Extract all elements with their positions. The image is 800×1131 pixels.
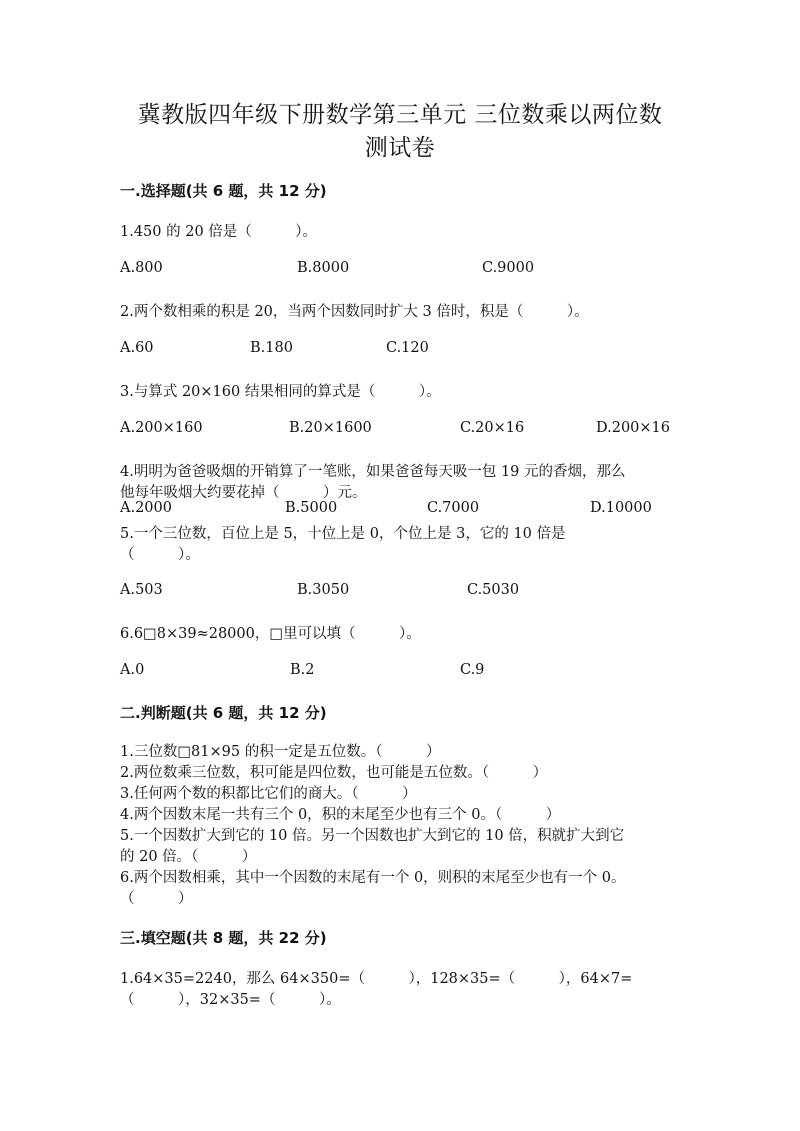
choice-question-5-line2: （ ）。 bbox=[120, 547, 200, 563]
doc-title-line1: 冀教版四年级下册数学第三单元 三位数乘以两位数 bbox=[137, 102, 663, 128]
choice-3-option-c: C.20×16 bbox=[460, 420, 525, 436]
judge-line-5b: 的 20 倍。（ ） bbox=[120, 849, 257, 865]
choice-question-2: 2.两个数相乘的积是 20，当两个因数同时扩大 3 倍时，积是（ ）。 bbox=[120, 304, 589, 320]
choice-2-option-b: B.180 bbox=[250, 340, 293, 356]
fill-line-1b: （ ），32×35=（ ）。 bbox=[120, 992, 341, 1008]
choice-2-option-a: A.60 bbox=[120, 340, 154, 356]
choice-3-option-b: B.20×1600 bbox=[289, 420, 372, 436]
choice-5-option-c: C.5030 bbox=[467, 582, 520, 598]
judge-line-5a: 5.一个因数扩大到它的 10 倍。另一个因数也扩大到它的 10 倍，积就扩大到它 bbox=[120, 828, 625, 844]
judge-line-3: 3.任何两个数的积都比它们的商大。（ ） bbox=[120, 786, 417, 802]
choice-6-option-c: C.9 bbox=[460, 662, 485, 678]
judge-line-6b: （ ） bbox=[120, 891, 193, 907]
choice-4-option-d: D.10000 bbox=[590, 500, 652, 516]
choice-2-option-c: C.120 bbox=[386, 340, 429, 356]
choice-question-3: 3.与算式 20×160 结果相同的算式是（ ）。 bbox=[120, 384, 441, 400]
section-heading-fill: 三.填空题(共 8 题，共 22 分) bbox=[120, 929, 327, 947]
section-heading-judge: 二.判断题(共 6 题，共 12 分) bbox=[120, 704, 327, 722]
choice-6-option-b: B.2 bbox=[290, 662, 315, 678]
choice-question-4-line2: 他每年吸烟大约要花掉（ ）元。 bbox=[120, 485, 367, 501]
fill-line-1a: 1.64×35=2240，那么 64×350=（ ），128×35=（ ），64×7= bbox=[120, 971, 633, 987]
choice-1-option-a: A.800 bbox=[120, 260, 163, 276]
choice-4-option-c: C.7000 bbox=[427, 500, 480, 516]
choice-3-option-a: A.200×160 bbox=[120, 420, 203, 436]
choice-question-4-line1: 4.明明为爸爸吸烟的开销算了一笔账，如果爸爸每天吸一包 19 元的香烟，那么 bbox=[120, 464, 626, 480]
judge-line-4: 4.两个因数末尾一共有三个 0，积的末尾至少也有三个 0。（ ） bbox=[120, 807, 561, 823]
choice-6-option-a: A.0 bbox=[120, 662, 145, 678]
choice-4-option-b: B.5000 bbox=[285, 500, 338, 516]
choice-question-1: 1.450 的 20 倍是（ ）。 bbox=[120, 224, 318, 240]
judge-line-2: 2.两位数乘三位数，积可能是四位数，也可能是五位数。（ ） bbox=[120, 765, 548, 781]
choice-4-option-a: A.2000 bbox=[120, 500, 172, 516]
section-heading-choice: 一.选择题(共 6 题，共 12 分) bbox=[120, 182, 327, 200]
choice-question-5-line1: 5.一个三位数，百位上是 5，十位上是 0，个位上是 3，它的 10 倍是 bbox=[120, 526, 566, 542]
doc-title-line2: 测试卷 bbox=[364, 135, 436, 161]
choice-5-option-b: B.3050 bbox=[297, 582, 350, 598]
choice-question-6: 6.6□8×39≈28000，□里可以填（ ）。 bbox=[120, 626, 421, 642]
judge-line-6a: 6.两个因数相乘，其中一个因数的末尾有一个 0，则积的末尾至少也有一个 0。 bbox=[120, 870, 626, 886]
choice-5-option-a: A.503 bbox=[120, 582, 163, 598]
choice-3-option-d: D.200×16 bbox=[596, 420, 670, 436]
choice-1-option-b: B.8000 bbox=[297, 260, 350, 276]
choice-1-option-c: C.9000 bbox=[482, 260, 535, 276]
judge-line-1: 1.三位数□81×95 的积一定是五位数。（ ） bbox=[120, 744, 441, 760]
